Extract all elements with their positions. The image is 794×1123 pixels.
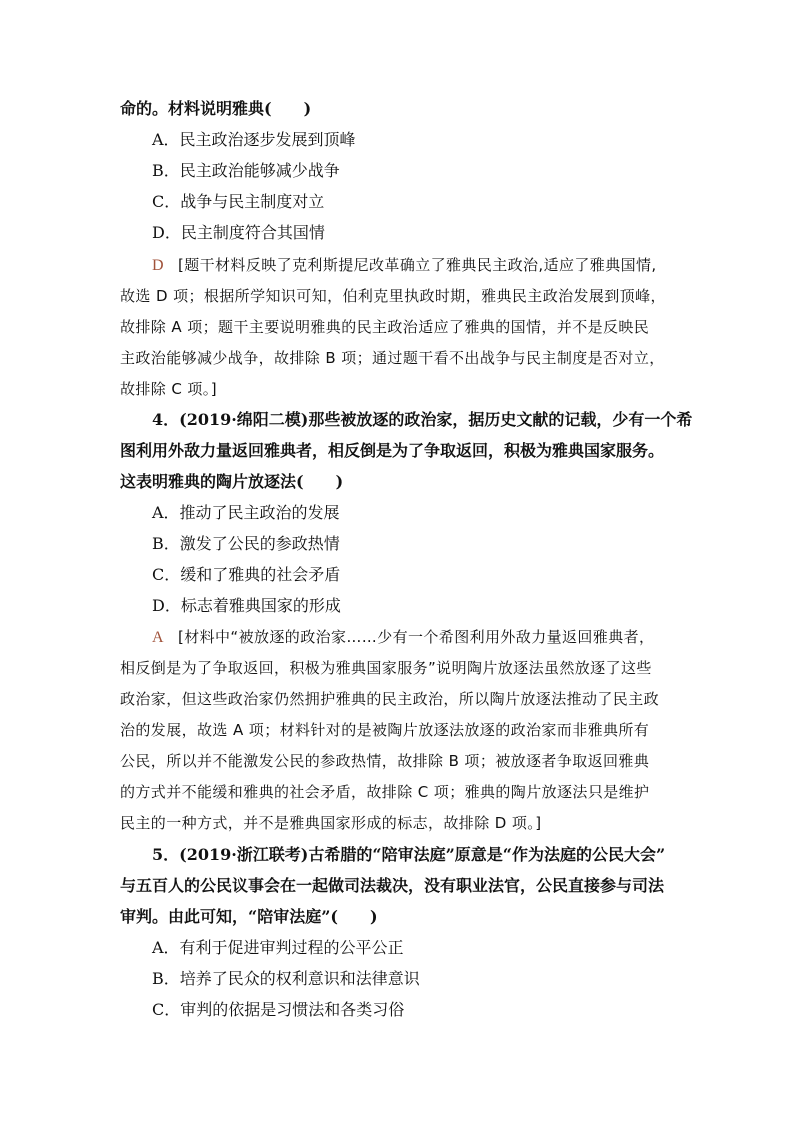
q4-option-d: D．标志着雅典国家的形成 [152, 596, 341, 615]
q4-explanation-line-2: 相反倒是为了争取返回，积极为雅典国家服务”说明陶片放逐法虽然放逐了这些 [120, 659, 652, 677]
q3-option-a: A．民主政治逐步发展到顶峰 [152, 130, 356, 149]
q3-answer: D [152, 257, 164, 274]
q3-explanation-line-2: 故选 D 项；根据所学知识可知，伯利克里执政时期，雅典民主政治发展到顶峰， [120, 287, 666, 305]
q4-explanation-line-4: 治的发展，故选 A 项；材料针对的是被陶片放逐法放逐的政治家而非雅典所有 [120, 721, 650, 739]
q5-stem-line-1: 5．(2019·浙江联考)古希腊的“陪审法庭”原意是“作为法庭的公民大会” [152, 845, 666, 864]
q5-stem-line-2: 与五百人的公民议事会在一起做司法裁决，没有职业法官，公民直接参与司法 [120, 876, 665, 895]
q4-stem-line-2: 图利用外敌力量返回雅典者，相反倒是为了争取返回，积极为雅典国家服务。 [120, 441, 665, 460]
q5-option-b: B．培养了民众的权利意识和法律意识 [152, 969, 420, 988]
q4-explanation-line-6: 的方式并不能缓和雅典的社会矛盾，故排除 C 项；雅典的陶片放逐法只是维护 [120, 783, 650, 801]
q5-option-a: A．有利于促进审判过程的公平公正 [152, 938, 404, 957]
q4-explanation-line-7: 民主的一种方式，并不是雅典国家形成的标志，故排除 D 项。] [120, 814, 542, 832]
q3-explanation-text: [题干材料反映了克利斯提尼改革确立了雅典民主政治,适应了雅典国情, [177, 256, 657, 274]
q4-answer: A [152, 629, 164, 646]
q4-explanation-line-5: 公民，所以并不能激发公民的参政热情，故排除 B 项；被放逐者争取返回雅典 [120, 752, 650, 770]
q3-explanation-line-4: 主政治能够减少战争，故排除 B 项；通过题干看不出战争与民主制度是否对立， [120, 349, 665, 367]
q4-option-c: C．缓和了雅典的社会矛盾 [152, 565, 341, 584]
q4-explanation-text: [材料中“被放逐的政治家……少有一个希图利用外敌力量返回雅典者， [177, 628, 655, 646]
q3-explanation-line-3: 故排除 A 项；题干主要说明雅典的民主政治适应了雅典的国情，并不是反映民 [120, 318, 650, 336]
q3-explanation-line-1 [152, 255, 657, 276]
q4-stem-line-1: 4．(2019·绵阳二模)那些被放逐的政治家，据历史文献的记载，少有一个希 [152, 410, 693, 429]
q5-stem-line-3: 审判。由此可知，“陪审法庭”( ) [120, 907, 378, 926]
q4-stem-line-3: 这表明雅典的陶片放逐法( ) [120, 472, 344, 491]
q5-option-c: C．审判的依据是习惯法和各类习俗 [152, 1000, 405, 1019]
q3-stem-tail: 命的。材料说明雅典( ) [120, 99, 312, 118]
q4-option-a: A．推动了民主政治的发展 [152, 503, 340, 522]
q4-explanation-line-1 [152, 627, 654, 648]
q3-option-d: D．民主制度符合其国情 [152, 223, 325, 242]
q4-explanation-line-3: 政治家，但这些政治家仍然拥护雅典的民主政治，所以陶片放逐法推动了民主政 [120, 690, 660, 708]
q3-option-c: C．战争与民主制度对立 [152, 192, 325, 211]
q4-option-b: B．激发了公民的参政热情 [152, 534, 340, 553]
q3-option-b: B．民主政治能够减少战争 [152, 161, 340, 180]
q3-explanation-line-5: 故排除 C 项。] [120, 380, 217, 398]
